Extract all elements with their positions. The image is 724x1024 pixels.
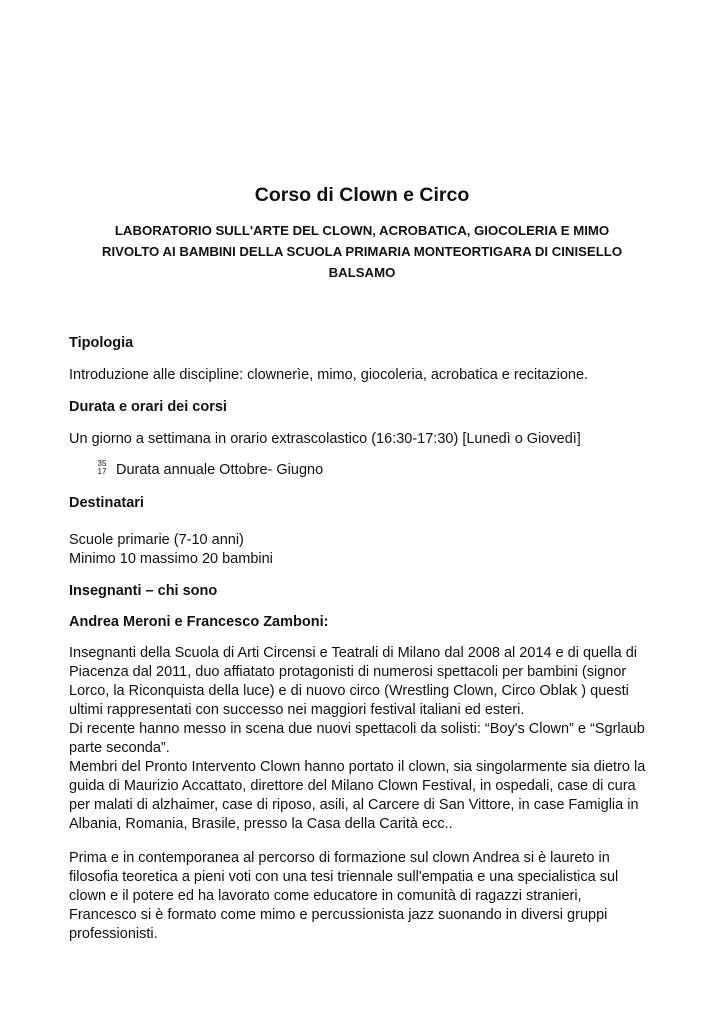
paragraph-line: Lorco, la Riconquista della luce) e di nuovo circo (Wrestling Clown, Circo Oblak ) questi bbox=[69, 683, 629, 699]
subtitle-line: RIVOLTO AI BAMBINI DELLA SCUOLA PRIMARIA MONTEORTIGARA DI CINISELLO bbox=[101, 244, 623, 259]
document-title: Corso di Clown e Circo bbox=[254, 184, 470, 206]
bullet-glyph-bottom: 17 bbox=[97, 467, 107, 477]
paragraph-line: ultimi rappresentati con successo nei maggiori festival italiani ed esteri. bbox=[69, 702, 525, 718]
paragraph-line: Prima e in contemporanea al percorso di formazione sul clown Andrea si è laureto in bbox=[69, 850, 610, 866]
document-subtitle bbox=[80, 220, 644, 283]
insegnanti-names: Andrea Meroni e Francesco Zamboni: bbox=[69, 614, 329, 630]
heading-destinatari: Destinatari bbox=[69, 495, 144, 511]
heading-insegnanti: Insegnanti – chi sono bbox=[69, 583, 218, 599]
paragraph-line: Albania, Romania, Brasile, presso la Casa della Carità ecc.. bbox=[69, 816, 453, 832]
subtitle-line: LABORATORIO SULL'ARTE DEL CLOWN, ACROBATICA, GIOCOLERIA E MIMO bbox=[114, 223, 610, 238]
paragraph-line: guida di Maurizio Accattato, direttore del Milano Clown Festival, in ospedali, case di cura bbox=[69, 778, 636, 794]
paragraph-line: Piacenza dal 2011, duo affiatato protagonisti di numerosi spettacoli per bambini (signor bbox=[69, 664, 627, 680]
destinatari-line-1: Scuole primarie (7-10 anni) bbox=[69, 532, 244, 548]
paragraph-line: Francesco si è formato come mimo e percussionista jazz suonando in diversi gruppi bbox=[69, 907, 608, 923]
insegnanti-paragraph-1 bbox=[69, 644, 659, 834]
paragraph-line: filosofia teoretica a pieni voti con una tesi triennale sull'empatia e una specialistica sul bbox=[69, 869, 619, 885]
paragraph-line: parte seconda”. bbox=[69, 740, 170, 756]
destinatari-line-2: Minimo 10 massimo 20 bambini bbox=[69, 551, 273, 567]
durata-bullet-item bbox=[95, 461, 323, 480]
subtitle-line: BALSAMO bbox=[328, 265, 396, 280]
bullet-glyph-icon bbox=[95, 460, 109, 476]
paragraph-line: Di recente hanno messo in scena due nuovi spettacoli da solisti: “Boy's Clown” e “Sgrlaub bbox=[69, 721, 645, 737]
paragraph-line: Insegnanti della Scuola di Arti Circensi e Teatrali di Milano dal 2008 al 2014 e di quella di bbox=[69, 645, 638, 661]
durata-text: Un giorno a settimana in orario extrascolastico (16:30-17:30) [Lunedì o Giovedì] bbox=[69, 431, 581, 447]
durata-bullet-text: Durata annuale Ottobre- Giugno bbox=[116, 462, 324, 478]
paragraph-line: per malati di alzhaimer, case di riposo, asili, al Carcere di San Vittore, in case Famiglia in bbox=[69, 797, 639, 813]
tipologia-text: Introduzione alle discipline: clownerìe, mimo, giocoleria, acrobatica e recitazione. bbox=[69, 367, 589, 383]
destinatari-text bbox=[69, 531, 659, 569]
insegnanti-paragraph-2 bbox=[69, 849, 659, 944]
paragraph-line: clown e il potere ed ha lavorato come educatore in comunità di ragazzi stranieri, bbox=[69, 888, 582, 904]
paragraph-line: Membri del Pronto Intervento Clown hanno portato il clown, sia singolarmente sia dietro la bbox=[69, 759, 646, 775]
heading-tipologia: Tipologia bbox=[69, 335, 134, 351]
bullet-glyph-top: 35 bbox=[97, 459, 107, 469]
paragraph-line: professionisti. bbox=[69, 926, 158, 942]
heading-durata: Durata e orari dei corsi bbox=[69, 399, 227, 415]
